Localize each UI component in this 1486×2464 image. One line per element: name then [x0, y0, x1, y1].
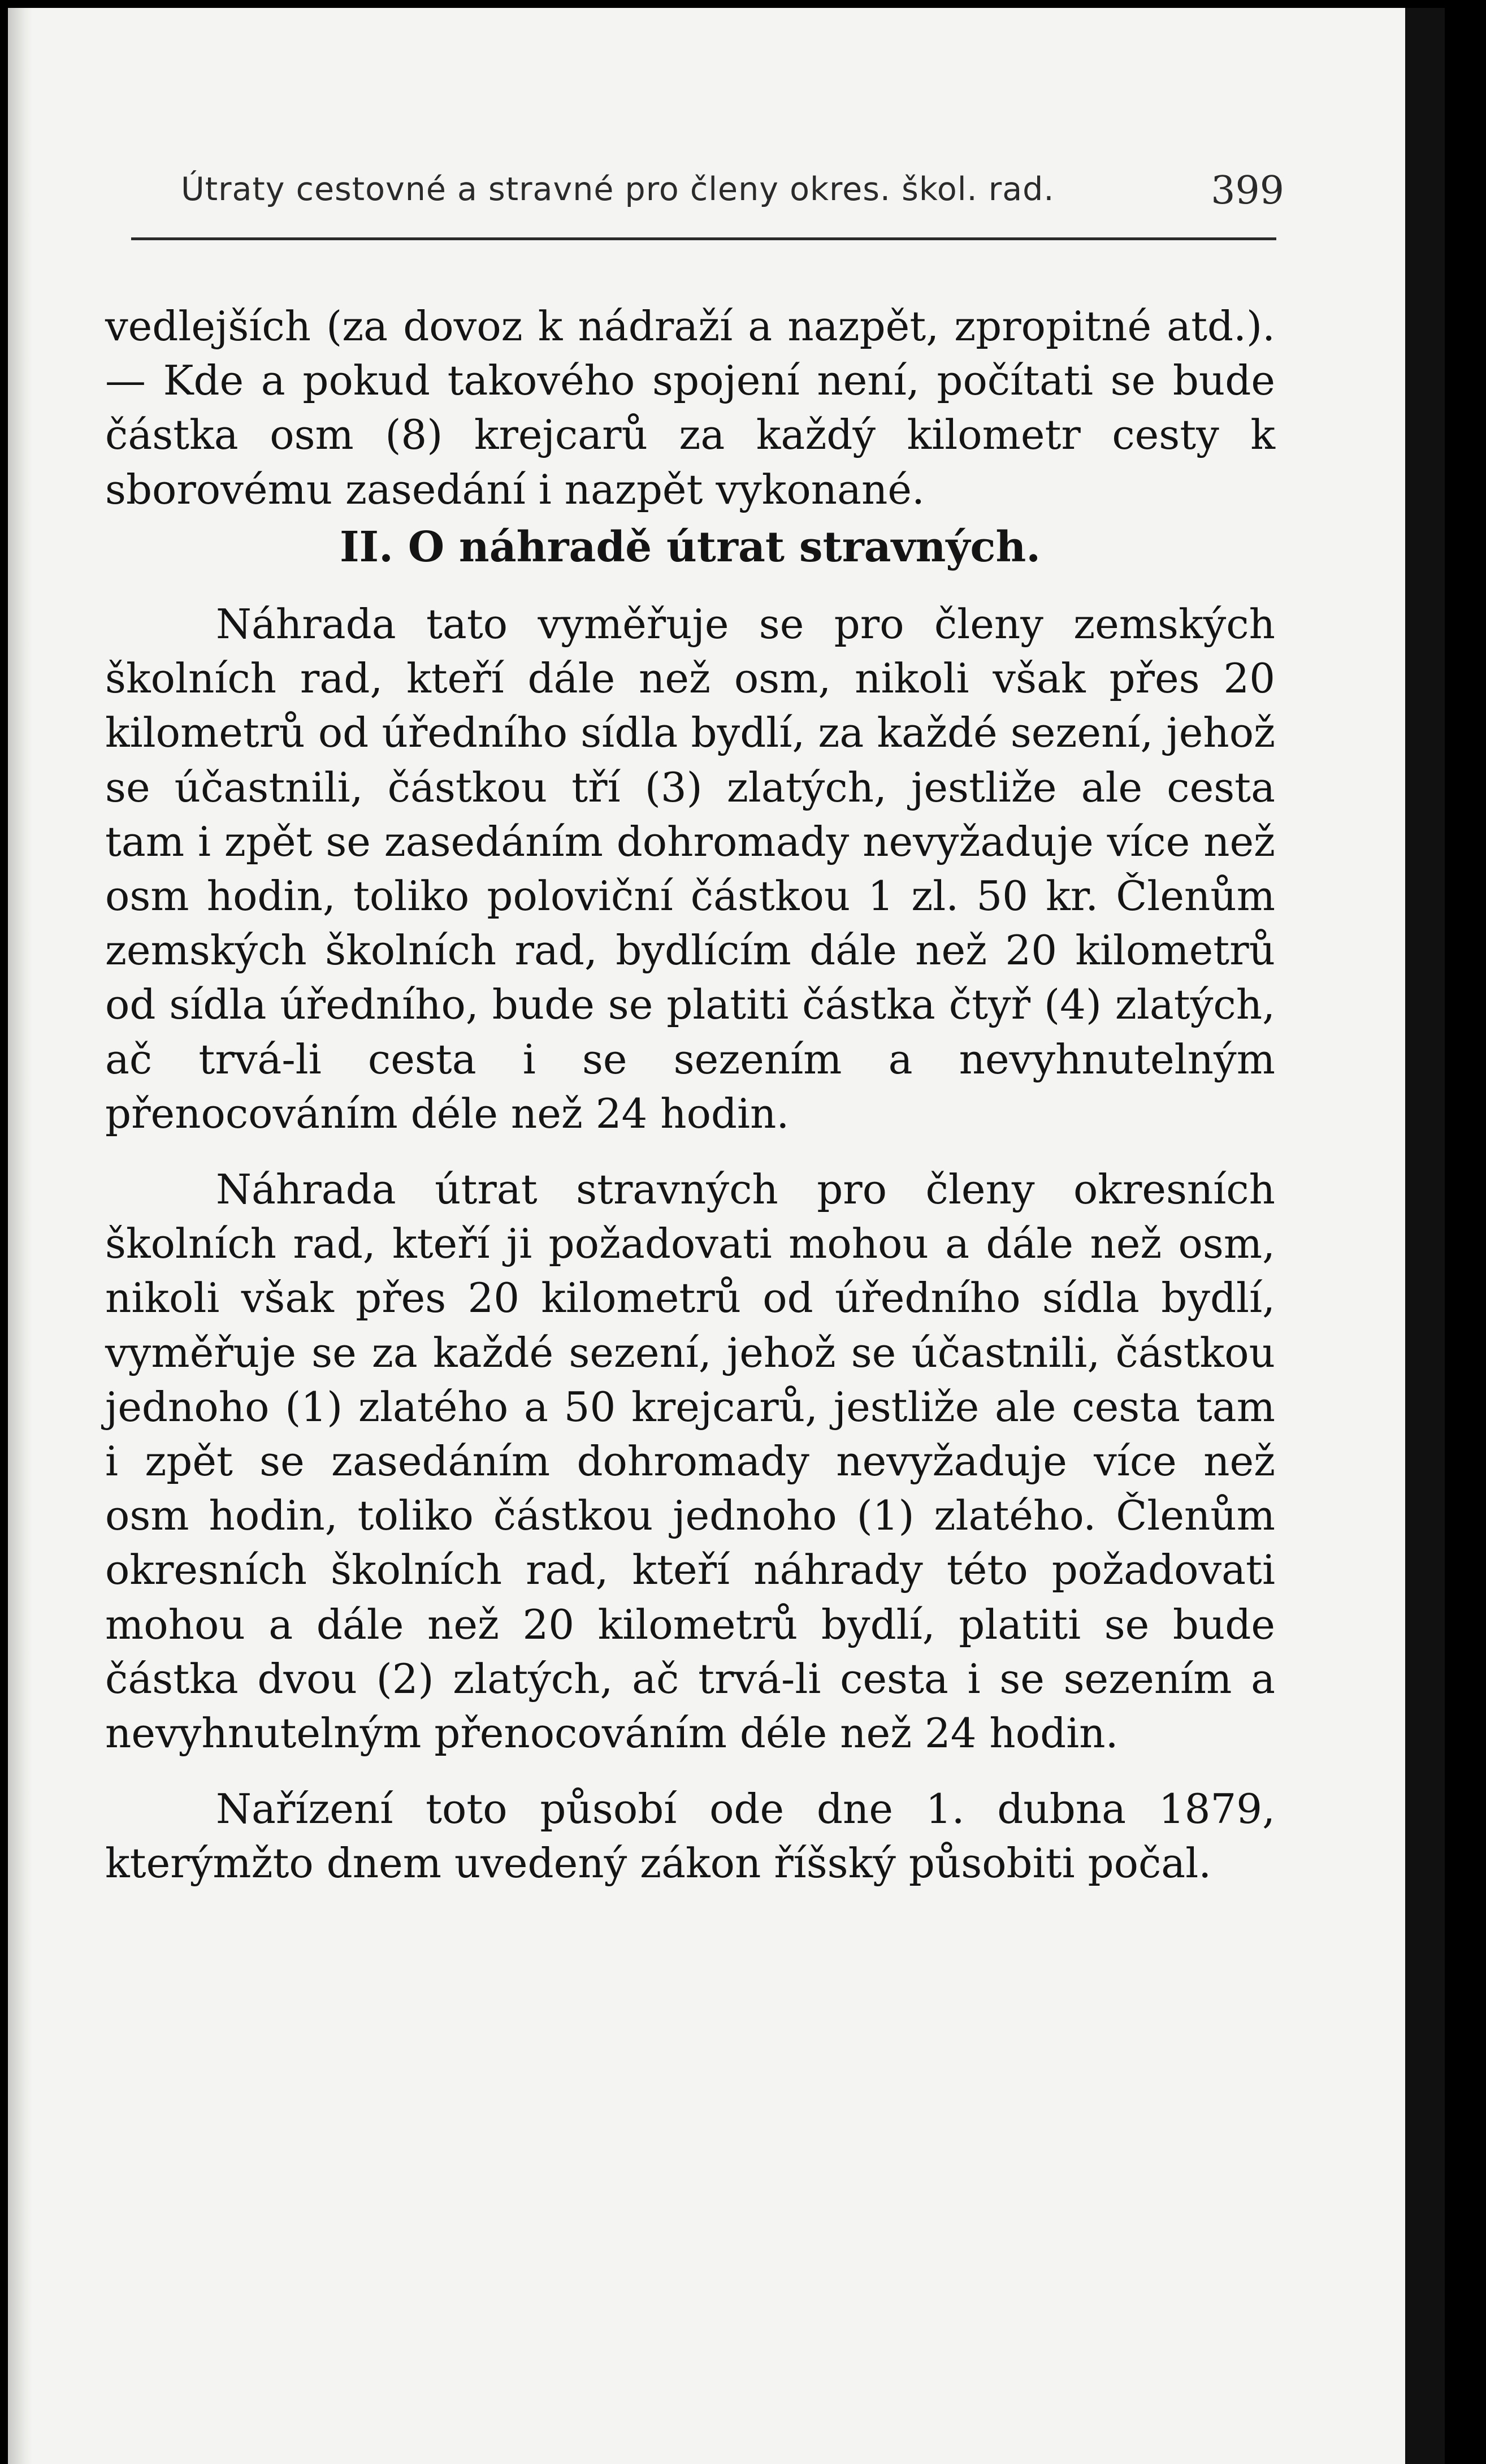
running-header [181, 168, 1284, 227]
running-header-title: Útraty cestovné a stravné pro členy okres. škol. rad. [181, 171, 1055, 208]
section-heading: II. O náhradě útrat stravných. [339, 522, 1041, 571]
header-rule [131, 237, 1276, 240]
page-edge [1405, 8, 1445, 2464]
paragraph-continuation: vedlejších (za dovoz k nádraží a nazpět, zpropitné atd.). — Kde a pokud takového spojení není, počítati se bude částka osm (8) krejcarů za každý kilometr cesty k sborovému zasedání i nazpět vykonané. [105, 302, 1275, 513]
document-page [8, 8, 1445, 2464]
paragraph-zemske-rady: Náhrada tato vyměřuje se pro členy zemských školních rad, kteří dále než osm, nikoli však přes 20 kilometrů od úředního sídla bydlí, za každé sezení, jehož se účastnili, částkou tří (3) zlatých, jestliže ale cesta tam i zpět se zasedáním dohromady nevyžaduje více než osm hodin, toliko poloviční částkou 1 zl. 50 kr. Členům zemských školních rad, bydlícím dále než 20 kilometrů od sídla úředního, bude se platiti částka čtyř (4) zlatých, ač trvá-li cesta i se sezením a nevyhnutelným přenocováním déle než 24 hodin. [105, 600, 1275, 1137]
paragraph-ucinnost: Nařízení toto působí ode dne 1. dubna 1879, kterýmžto dnem uvedený zákon říšský působiti počal. [105, 1785, 1275, 1887]
page-number: 399 [1211, 168, 1284, 213]
body-text [105, 299, 1275, 1891]
paragraph-okresni-rady: Náhrada útrat stravných pro členy okresních školních rad, kteří ji požadovati mohou a dále než osm, nikoli však přes 20 kilometrů od úředního sídla bydlí, vyměřuje se za každé sezení, jehož se účastnili, částkou jednoho (1) zlatého a 50 krejcarů, jestliže ale cesta tam i zpět se zasedáním dohromady nevyžaduje více než osm hodin, toliko částkou jednoho (1) zlatého. Členům okresních školních rad, kteří náhrady této požadovati mohou a dále než 20 kilometrů bydlí, platiti se bude částka dvou (2) zlatých, ač trvá-li cesta i se sezením a nevyhnutelným přenocováním déle než 24 hodin. [105, 1166, 1275, 1757]
page-gutter-shadow [8, 8, 33, 2464]
